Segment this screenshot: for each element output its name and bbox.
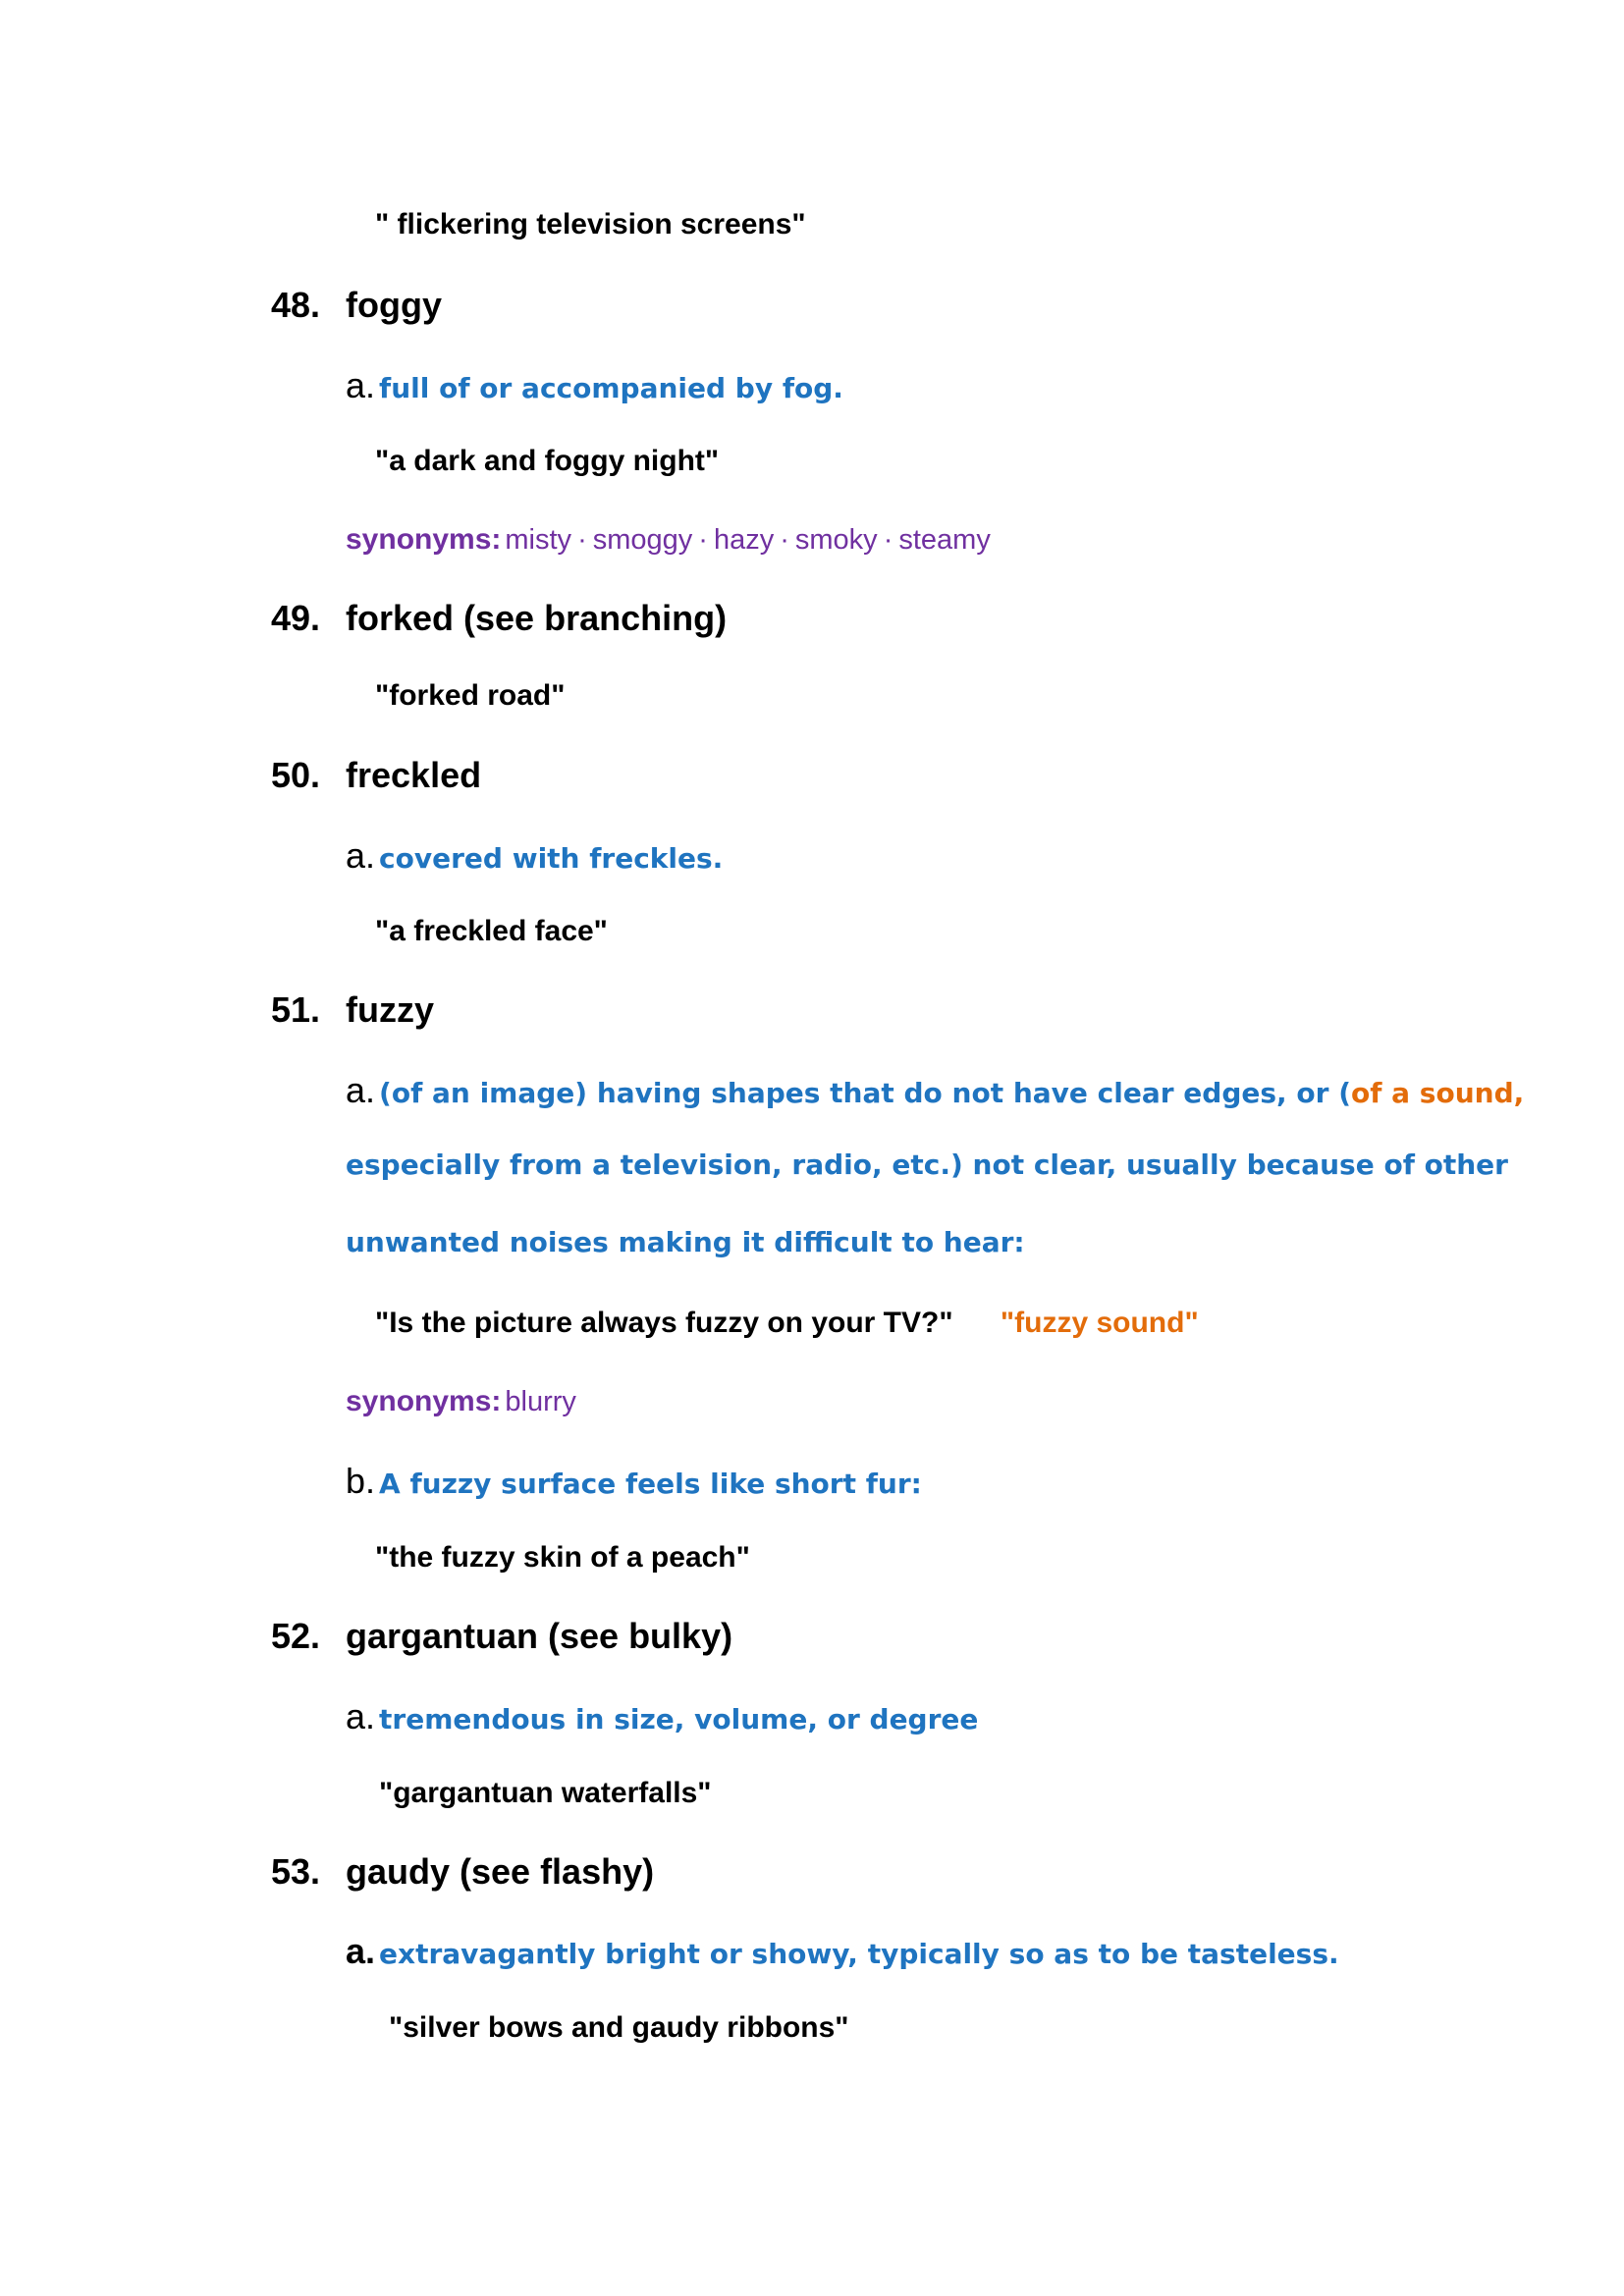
sense-a	[346, 1931, 1339, 1972]
definition: A fuzzy surface feels like short fur:	[379, 1468, 922, 1500]
sense-letter: a.	[346, 1931, 376, 1971]
example: "a freckled face"	[375, 915, 608, 947]
synonym: smoky	[794, 524, 878, 556]
example-highlight: "fuzzy sound"	[1000, 1307, 1199, 1339]
synonyms-label: synonyms:	[346, 1385, 502, 1417]
definition-part1: (of an image) having shapes that do not have clear edges, or (	[379, 1077, 1351, 1109]
carry-over-example: " flickering television screens"	[375, 208, 806, 240]
synonym: misty	[505, 524, 572, 556]
example-text: "Is the picture always fuzzy on your TV?"	[375, 1307, 953, 1339]
sense-letter: a.	[346, 365, 376, 405]
headword: freckled	[346, 755, 482, 795]
sense-letter: a.	[346, 835, 376, 876]
sense-a	[346, 1070, 1524, 1111]
synonyms-label: synonyms:	[346, 523, 502, 556]
entry-number: 52.	[271, 1616, 321, 1656]
example: "a dark and foggy night"	[375, 445, 720, 477]
sense-letter: a.	[346, 1070, 376, 1110]
example: "the fuzzy skin of a peach"	[375, 1541, 750, 1574]
synonym: steamy	[898, 524, 991, 556]
entry-number: 48.	[271, 285, 321, 325]
headword: forked (see branching)	[346, 598, 728, 638]
definition-line3: unwanted noises making it difficult to hear:	[346, 1226, 1025, 1258]
headword: gargantuan (see bulky)	[346, 1616, 733, 1656]
sense-a	[346, 365, 843, 406]
entry-number: 51.	[271, 989, 321, 1030]
synonyms-row: synonyms: misty · smoggy · hazy · smoky · steamy	[346, 523, 991, 556]
example: "forked road"	[375, 679, 566, 712]
synonyms-row	[346, 1385, 576, 1418]
example	[375, 1307, 1199, 1340]
definition: covered with freckles.	[379, 842, 724, 875]
example: "gargantuan waterfalls"	[379, 1777, 712, 1809]
sense-letter: a.	[346, 1696, 376, 1736]
synonym: blurry	[505, 1386, 576, 1417]
definition: full of or accompanied by fog.	[379, 372, 843, 404]
entry-number: 50.	[271, 755, 321, 795]
definition: tremendous in size, volume, or degree	[379, 1703, 979, 1735]
example: "silver bows and gaudy ribbons"	[389, 2011, 849, 2044]
sense-b	[346, 1461, 922, 1502]
entry-number: 49.	[271, 598, 321, 638]
headword: fuzzy	[346, 989, 434, 1030]
entry-number: 53.	[271, 1851, 321, 1892]
definition-line2: especially from a television, radio, etc.) not clear, usually because of other	[346, 1148, 1508, 1181]
sense-letter: b.	[346, 1461, 376, 1501]
headword: gaudy (see flashy)	[346, 1851, 655, 1892]
sense-a	[346, 835, 723, 877]
sense-a	[346, 1696, 978, 1737]
synonym: smoggy	[592, 524, 693, 556]
headword: foggy	[346, 285, 442, 325]
definition-highlight: of a sound,	[1351, 1077, 1525, 1109]
definition: extravagantly bright or showy, typically so as to be tasteless.	[379, 1938, 1339, 1970]
synonym: hazy	[713, 524, 775, 556]
